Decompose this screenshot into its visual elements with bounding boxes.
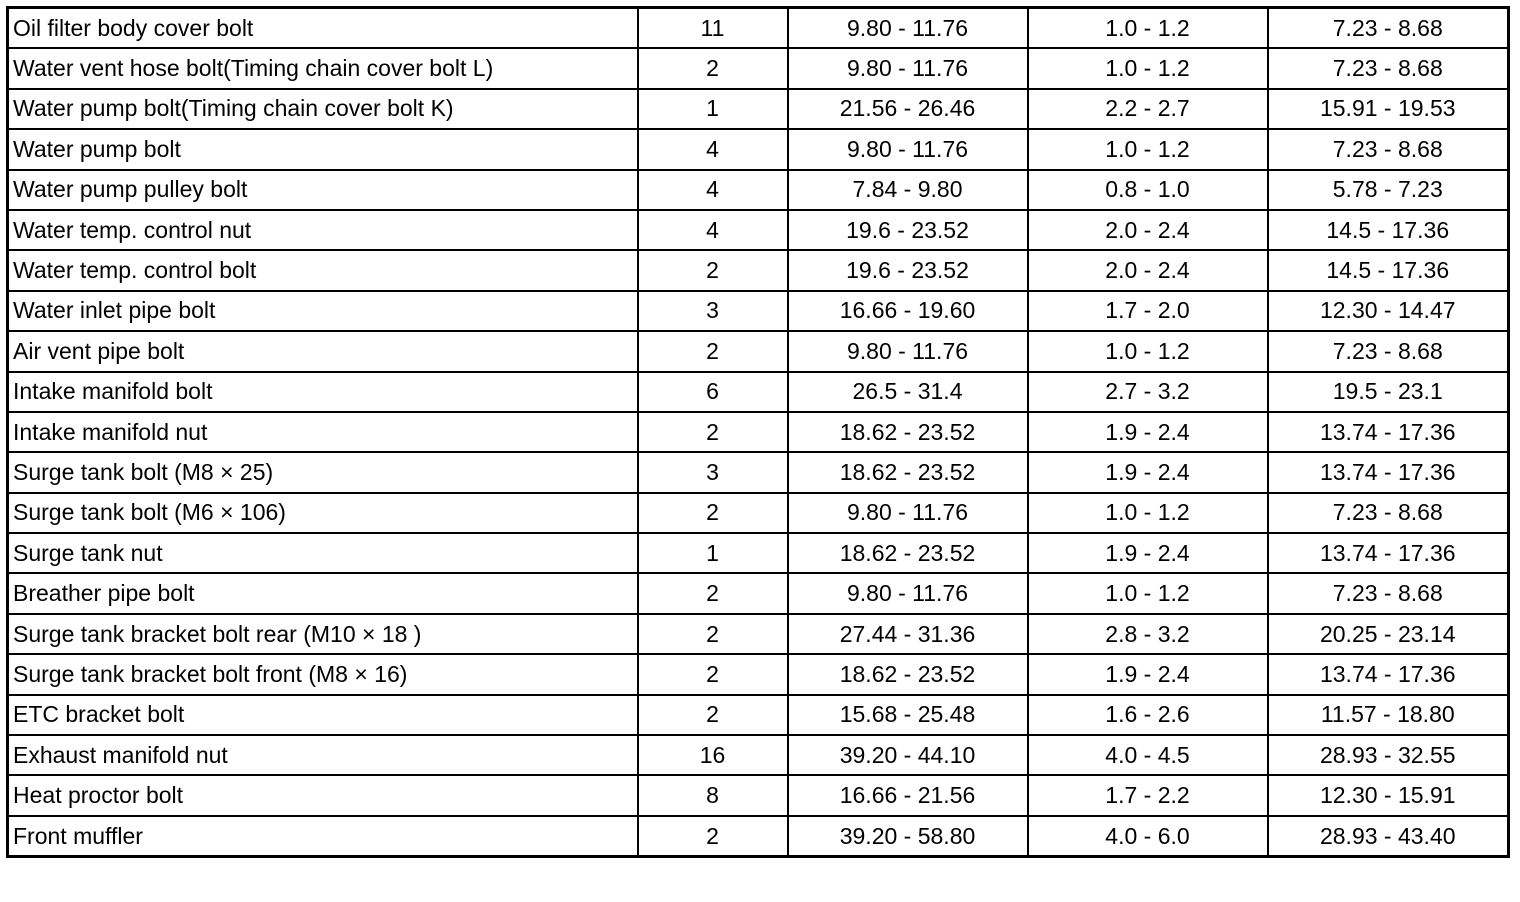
component-name-cell: Exhaust manifold nut [8, 735, 638, 775]
torque-kgfm-cell: 1.9 - 2.4 [1028, 654, 1268, 694]
quantity-cell: 11 [638, 8, 788, 49]
component-name-cell: Heat proctor bolt [8, 775, 638, 815]
torque-kgfm-cell: 1.0 - 1.2 [1028, 48, 1268, 88]
quantity-cell: 16 [638, 735, 788, 775]
torque-lbft-cell: 14.5 - 17.36 [1268, 210, 1509, 250]
component-name-cell: Front muffler [8, 816, 638, 857]
quantity-cell: 2 [638, 48, 788, 88]
torque-nm-cell: 18.62 - 23.52 [788, 654, 1028, 694]
table-row [8, 816, 1509, 857]
torque-lbft-cell: 7.23 - 8.68 [1268, 8, 1509, 49]
torque-nm-cell: 9.80 - 11.76 [788, 48, 1028, 88]
torque-nm-cell: 19.6 - 23.52 [788, 250, 1028, 290]
quantity-cell: 2 [638, 412, 788, 452]
torque-kgfm-cell: 2.7 - 3.2 [1028, 372, 1268, 412]
quantity-cell: 2 [638, 695, 788, 735]
quantity-cell: 4 [638, 170, 788, 210]
quantity-cell: 2 [638, 573, 788, 613]
torque-nm-cell: 9.80 - 11.76 [788, 493, 1028, 533]
torque-nm-cell: 18.62 - 23.52 [788, 412, 1028, 452]
component-name-cell: Surge tank bracket bolt rear (M10 × 18 ) [8, 614, 638, 654]
torque-kgfm-cell: 1.0 - 1.2 [1028, 493, 1268, 533]
torque-lbft-cell: 7.23 - 8.68 [1268, 573, 1509, 613]
torque-lbft-cell: 14.5 - 17.36 [1268, 250, 1509, 290]
torque-lbft-cell: 13.74 - 17.36 [1268, 452, 1509, 492]
torque-kgfm-cell: 2.0 - 2.4 [1028, 210, 1268, 250]
torque-nm-cell: 15.68 - 25.48 [788, 695, 1028, 735]
torque-lbft-cell: 12.30 - 14.47 [1268, 291, 1509, 331]
table-row [8, 614, 1509, 654]
quantity-cell: 2 [638, 250, 788, 290]
torque-kgfm-cell: 2.8 - 3.2 [1028, 614, 1268, 654]
torque-lbft-cell: 7.23 - 8.68 [1268, 129, 1509, 169]
quantity-cell: 8 [638, 775, 788, 815]
torque-nm-cell: 39.20 - 58.80 [788, 816, 1028, 857]
component-name-cell: Water pump bolt(Timing chain cover bolt K) [8, 89, 638, 129]
table-row [8, 210, 1509, 250]
table-row [8, 735, 1509, 775]
torque-lbft-cell: 7.23 - 8.68 [1268, 493, 1509, 533]
quantity-cell: 4 [638, 210, 788, 250]
component-name-cell: ETC bracket bolt [8, 695, 638, 735]
table-row [8, 654, 1509, 694]
component-name-cell: Water temp. control nut [8, 210, 638, 250]
component-name-cell: Surge tank nut [8, 533, 638, 573]
component-name-cell: Breather pipe bolt [8, 573, 638, 613]
component-name-cell: Water temp. control bolt [8, 250, 638, 290]
quantity-cell: 4 [638, 129, 788, 169]
torque-nm-cell: 16.66 - 21.56 [788, 775, 1028, 815]
torque-lbft-cell: 28.93 - 43.40 [1268, 816, 1509, 857]
torque-kgfm-cell: 1.9 - 2.4 [1028, 452, 1268, 492]
torque-lbft-cell: 13.74 - 17.36 [1268, 533, 1509, 573]
component-name-cell: Water pump pulley bolt [8, 170, 638, 210]
torque-kgfm-cell: 1.9 - 2.4 [1028, 533, 1268, 573]
torque-kgfm-cell: 1.6 - 2.6 [1028, 695, 1268, 735]
table-row [8, 331, 1509, 371]
torque-kgfm-cell: 0.8 - 1.0 [1028, 170, 1268, 210]
table-row [8, 170, 1509, 210]
table-row [8, 775, 1509, 815]
torque-kgfm-cell: 2.2 - 2.7 [1028, 89, 1268, 129]
table-row [8, 412, 1509, 452]
torque-lbft-cell: 7.23 - 8.68 [1268, 331, 1509, 371]
torque-table-body [8, 8, 1509, 857]
torque-lbft-cell: 7.23 - 8.68 [1268, 48, 1509, 88]
table-row [8, 372, 1509, 412]
table-row [8, 695, 1509, 735]
table-row [8, 493, 1509, 533]
torque-lbft-cell: 13.74 - 17.36 [1268, 654, 1509, 694]
torque-kgfm-cell: 4.0 - 6.0 [1028, 816, 1268, 857]
quantity-cell: 1 [638, 533, 788, 573]
quantity-cell: 2 [638, 614, 788, 654]
quantity-cell: 1 [638, 89, 788, 129]
torque-nm-cell: 7.84 - 9.80 [788, 170, 1028, 210]
torque-kgfm-cell: 1.0 - 1.2 [1028, 573, 1268, 613]
component-name-cell: Intake manifold nut [8, 412, 638, 452]
component-name-cell: Surge tank bolt (M6 × 106) [8, 493, 638, 533]
torque-nm-cell: 18.62 - 23.52 [788, 533, 1028, 573]
torque-lbft-cell: 13.74 - 17.36 [1268, 412, 1509, 452]
component-name-cell: Air vent pipe bolt [8, 331, 638, 371]
torque-lbft-cell: 12.30 - 15.91 [1268, 775, 1509, 815]
torque-kgfm-cell: 1.9 - 2.4 [1028, 412, 1268, 452]
torque-lbft-cell: 28.93 - 32.55 [1268, 735, 1509, 775]
component-name-cell: Oil filter body cover bolt [8, 8, 638, 49]
torque-nm-cell: 19.6 - 23.52 [788, 210, 1028, 250]
torque-kgfm-cell: 4.0 - 4.5 [1028, 735, 1268, 775]
component-name-cell: Surge tank bolt (M8 × 25) [8, 452, 638, 492]
torque-nm-cell: 18.62 - 23.52 [788, 452, 1028, 492]
component-name-cell: Water pump bolt [8, 129, 638, 169]
component-name-cell: Intake manifold bolt [8, 372, 638, 412]
torque-nm-cell: 9.80 - 11.76 [788, 129, 1028, 169]
torque-kgfm-cell: 1.7 - 2.2 [1028, 775, 1268, 815]
quantity-cell: 3 [638, 452, 788, 492]
torque-lbft-cell: 11.57 - 18.80 [1268, 695, 1509, 735]
table-row [8, 291, 1509, 331]
table-row [8, 250, 1509, 290]
torque-lbft-cell: 5.78 - 7.23 [1268, 170, 1509, 210]
component-name-cell: Water inlet pipe bolt [8, 291, 638, 331]
torque-nm-cell: 9.80 - 11.76 [788, 8, 1028, 49]
quantity-cell: 2 [638, 816, 788, 857]
torque-kgfm-cell: 1.0 - 1.2 [1028, 8, 1268, 49]
torque-lbft-cell: 15.91 - 19.53 [1268, 89, 1509, 129]
torque-nm-cell: 16.66 - 19.60 [788, 291, 1028, 331]
torque-nm-cell: 39.20 - 44.10 [788, 735, 1028, 775]
table-row [8, 48, 1509, 88]
component-name-cell: Water vent hose bolt(Timing chain cover bolt L) [8, 48, 638, 88]
quantity-cell: 2 [638, 331, 788, 371]
torque-spec-table [6, 6, 1510, 858]
quantity-cell: 2 [638, 493, 788, 533]
table-row [8, 89, 1509, 129]
torque-nm-cell: 21.56 - 26.46 [788, 89, 1028, 129]
table-row [8, 129, 1509, 169]
quantity-cell: 2 [638, 654, 788, 694]
quantity-cell: 3 [638, 291, 788, 331]
torque-kgfm-cell: 2.0 - 2.4 [1028, 250, 1268, 290]
table-row [8, 533, 1509, 573]
torque-nm-cell: 9.80 - 11.76 [788, 331, 1028, 371]
torque-lbft-cell: 20.25 - 23.14 [1268, 614, 1509, 654]
component-name-cell: Surge tank bracket bolt front (M8 × 16) [8, 654, 638, 694]
table-row [8, 452, 1509, 492]
torque-nm-cell: 27.44 - 31.36 [788, 614, 1028, 654]
torque-kgfm-cell: 1.0 - 1.2 [1028, 129, 1268, 169]
torque-kgfm-cell: 1.7 - 2.0 [1028, 291, 1268, 331]
torque-nm-cell: 9.80 - 11.76 [788, 573, 1028, 613]
table-row [8, 8, 1509, 49]
quantity-cell: 6 [638, 372, 788, 412]
table-row [8, 573, 1509, 613]
torque-lbft-cell: 19.5 - 23.1 [1268, 372, 1509, 412]
torque-kgfm-cell: 1.0 - 1.2 [1028, 331, 1268, 371]
torque-nm-cell: 26.5 - 31.4 [788, 372, 1028, 412]
